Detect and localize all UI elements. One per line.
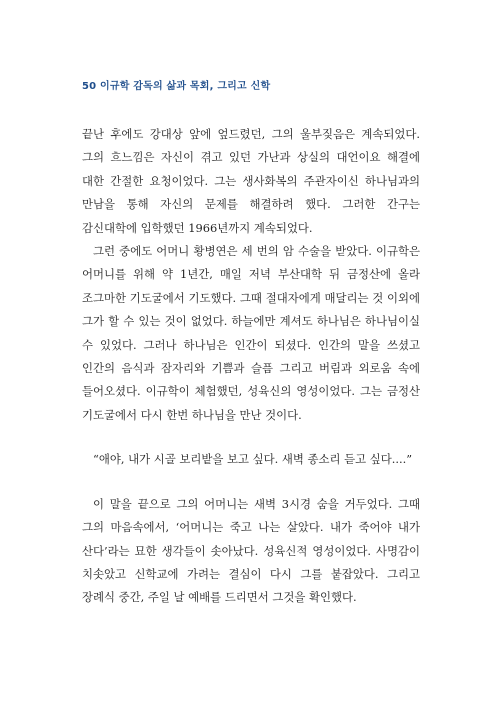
paragraph-3: 이 말을 끝으로 그의 어머니는 새벽 3시경 숨을 거두었다. 그때 그의 마음속에서, ‘어머니는 죽고 나는 살았다. 내가 죽어야 내가 산다’라는 묘한 생각들이 솟아났다. 성육신적 영성이었다. 사명감이 치솟았고 신학교에 가려는 결심이 다시 그를 붙잡았다. 그리고 장례식 중간, 주일 날 예배를 드리면서 그것을 확인했다. <box>82 496 420 605</box>
body-text <box>82 123 420 610</box>
quotation: “애야, 내가 시골 보리밭을 보고 싶다. 새벽 종소리 듣고 싶다....” <box>93 452 413 467</box>
paragraph-2: 그런 중에도 어머니 황병연은 세 번의 암 수술을 받았다. 이규학은 어머니를 위해 약 1년간, 매일 저녁 부산대학 뒤 금정산에 올라 조그마한 기도굴에서 기도했다. 그때 절대자에게 매달리는 것 이외에 그가 할 수 있는 것이 없었다. 하늘에만 계셔도 하나님은 하나님이실 수 있었다. 그러나 하나님은 인간이 되셨다. 인간의 말을 쓰셨고 인간의 음식과 잠자리와 기쁨과 슬픔 그리고 버림과 외로움 속에 들어오셨다. 이규학이 체험했던, 성육신의 영성이었다. 그는 금정산 기도굴에서 다시 한번 하나님을 만난 것이다. <box>82 244 420 422</box>
paragraph-gap <box>82 427 420 448</box>
running-header: 50 이규학 감독의 삶과 목회, 그리고 신학 <box>82 81 271 92</box>
paragraph-1: 끝난 후에도 강대상 앞에 엎드렸던, 그의 울부짖음은 계속되었다. 그의 흐느낌은 자신이 겪고 있던 가난과 상실의 대언이요 해결에 대한 간절한 요청이었다. 그는 생사화복의 주관자이신 하나님과의 만남을 통해 자신의 문제를 해결하려 했다. 그러한 간구는 감신대학에 입학했던 1966년까지 계속되었다. <box>82 127 420 235</box>
paragraph-gap <box>82 472 420 493</box>
